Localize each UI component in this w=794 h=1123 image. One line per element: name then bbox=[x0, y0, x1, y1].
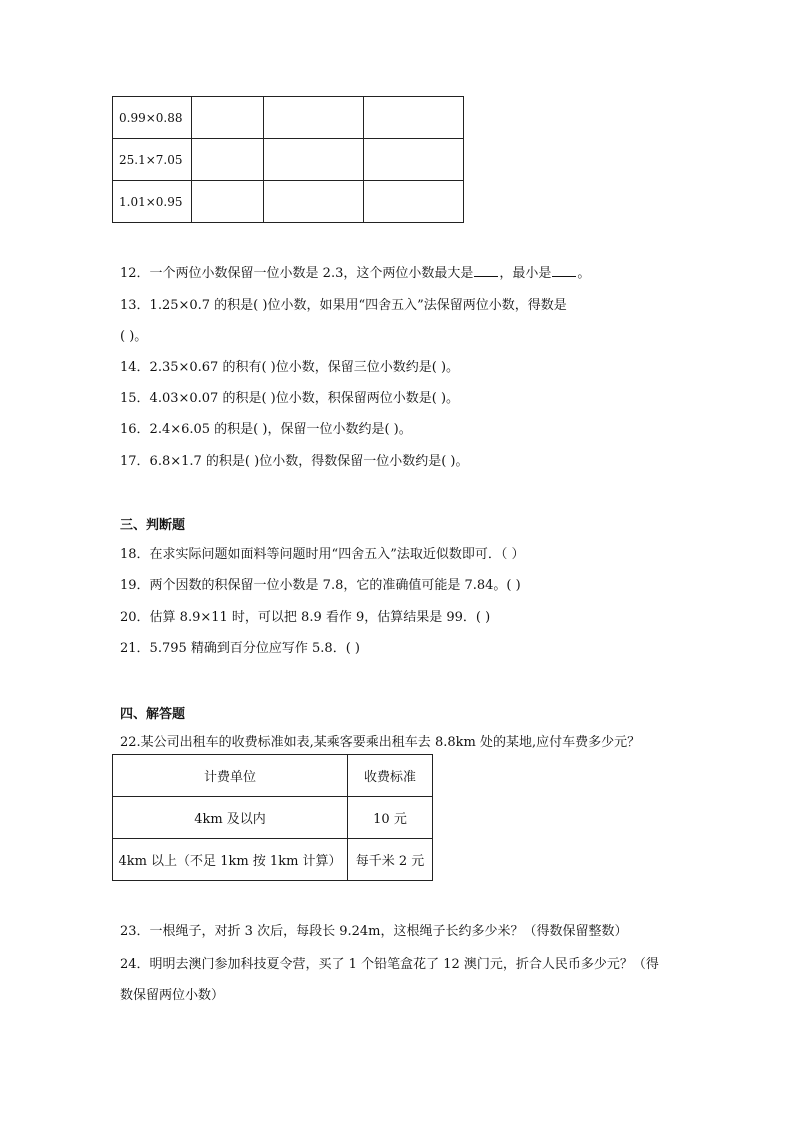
question-17: 17．6.8×1.7 的积是( )位小数，得数保留一位小数约是( )。 bbox=[120, 454, 469, 469]
question-20: 20．估算 8.9×11 时，可以把 8.9 看作 9，估算结果是 99．( ) bbox=[120, 610, 491, 625]
question-18: 18．在求实际问题如面料等问题时用“四舍五入”法取近似数即可．（ ） bbox=[120, 547, 525, 562]
table-row bbox=[113, 139, 464, 181]
question-19: 19．两个因数的积保留一位小数是 7.8，它的准确值可能是 7.84。( ) bbox=[120, 578, 521, 593]
answer-blank[interactable] bbox=[474, 266, 498, 277]
question-13-line2: ( )。 bbox=[120, 329, 148, 344]
table-cell: 每千米 2 元 bbox=[348, 839, 433, 881]
answer-blank[interactable] bbox=[552, 266, 576, 277]
answer-cell[interactable] bbox=[364, 181, 464, 223]
question-23: 23．一根绳子，对折 3 次后，每段长 9.24m，这根绳子长约多少米？（得数保留整数） bbox=[120, 924, 628, 939]
fare-table bbox=[112, 754, 433, 881]
answer-cell[interactable] bbox=[264, 181, 364, 223]
answer-cell[interactable] bbox=[192, 181, 264, 223]
question-21: 21．5.795 精确到百分位应写作 5.8．( ) bbox=[120, 641, 360, 656]
table-cell: 4km 以上（不足 1km 按 1km 计算） bbox=[113, 839, 348, 881]
question-15: 15．4.03×0.07 的积是( )位小数，积保留两位小数是( )。 bbox=[120, 391, 460, 406]
table-row bbox=[113, 839, 433, 881]
answer-cell[interactable] bbox=[192, 139, 264, 181]
section-title: 四、解答题 bbox=[120, 707, 186, 722]
question-16: 16．2.4×6.05 的积是( )，保留一位小数约是( )。 bbox=[120, 422, 412, 437]
question-14: 14．2.35×0.67 的积有( )位小数，保留三位小数约是( )。 bbox=[120, 360, 460, 375]
question-12 bbox=[120, 262, 590, 281]
question-24-line1: 24．明明去澳门参加科技夏令营，买了 1 个铅笔盒花了 12 澳门元，折合人民币多少元？（得 bbox=[120, 957, 659, 972]
answer-cell[interactable] bbox=[192, 97, 264, 139]
question-text: ，最小是 bbox=[499, 266, 552, 281]
table-cell: 10 元 bbox=[348, 797, 433, 839]
answer-cell[interactable] bbox=[264, 97, 364, 139]
question-text: 12．一个两位小数保留一位小数是 2.3，这个两位小数最大是 bbox=[120, 266, 474, 281]
question-22: 22.某公司出租车的收费标准如表,某乘客要乘出租车去 8.8km 处的某地,应付车费多少元？ bbox=[120, 735, 641, 750]
question-24-line2: 数保留两位小数） bbox=[120, 988, 225, 1003]
section-title: 三、判断题 bbox=[120, 518, 186, 533]
question-13-line1: 13．1.25×0.7 的积是( )位小数，如果用“四舍五入”法保留两位小数，得数是 bbox=[120, 298, 567, 313]
expression-cell: 25.1×7.05 bbox=[113, 139, 192, 181]
answer-cell[interactable] bbox=[264, 139, 364, 181]
table-row bbox=[113, 797, 433, 839]
column-header: 收费标准 bbox=[348, 755, 433, 797]
answer-cell[interactable] bbox=[364, 97, 464, 139]
answer-cell[interactable] bbox=[364, 139, 464, 181]
table-row bbox=[113, 97, 464, 139]
table-cell: 4km 及以内 bbox=[113, 797, 348, 839]
expression-cell: 0.99×0.88 bbox=[113, 97, 192, 139]
calc-table bbox=[112, 96, 464, 223]
table-row bbox=[113, 181, 464, 223]
expression-cell: 1.01×0.95 bbox=[113, 181, 192, 223]
column-header: 计费单位 bbox=[113, 755, 348, 797]
table-header-row bbox=[113, 755, 433, 797]
question-text: 。 bbox=[577, 266, 591, 281]
